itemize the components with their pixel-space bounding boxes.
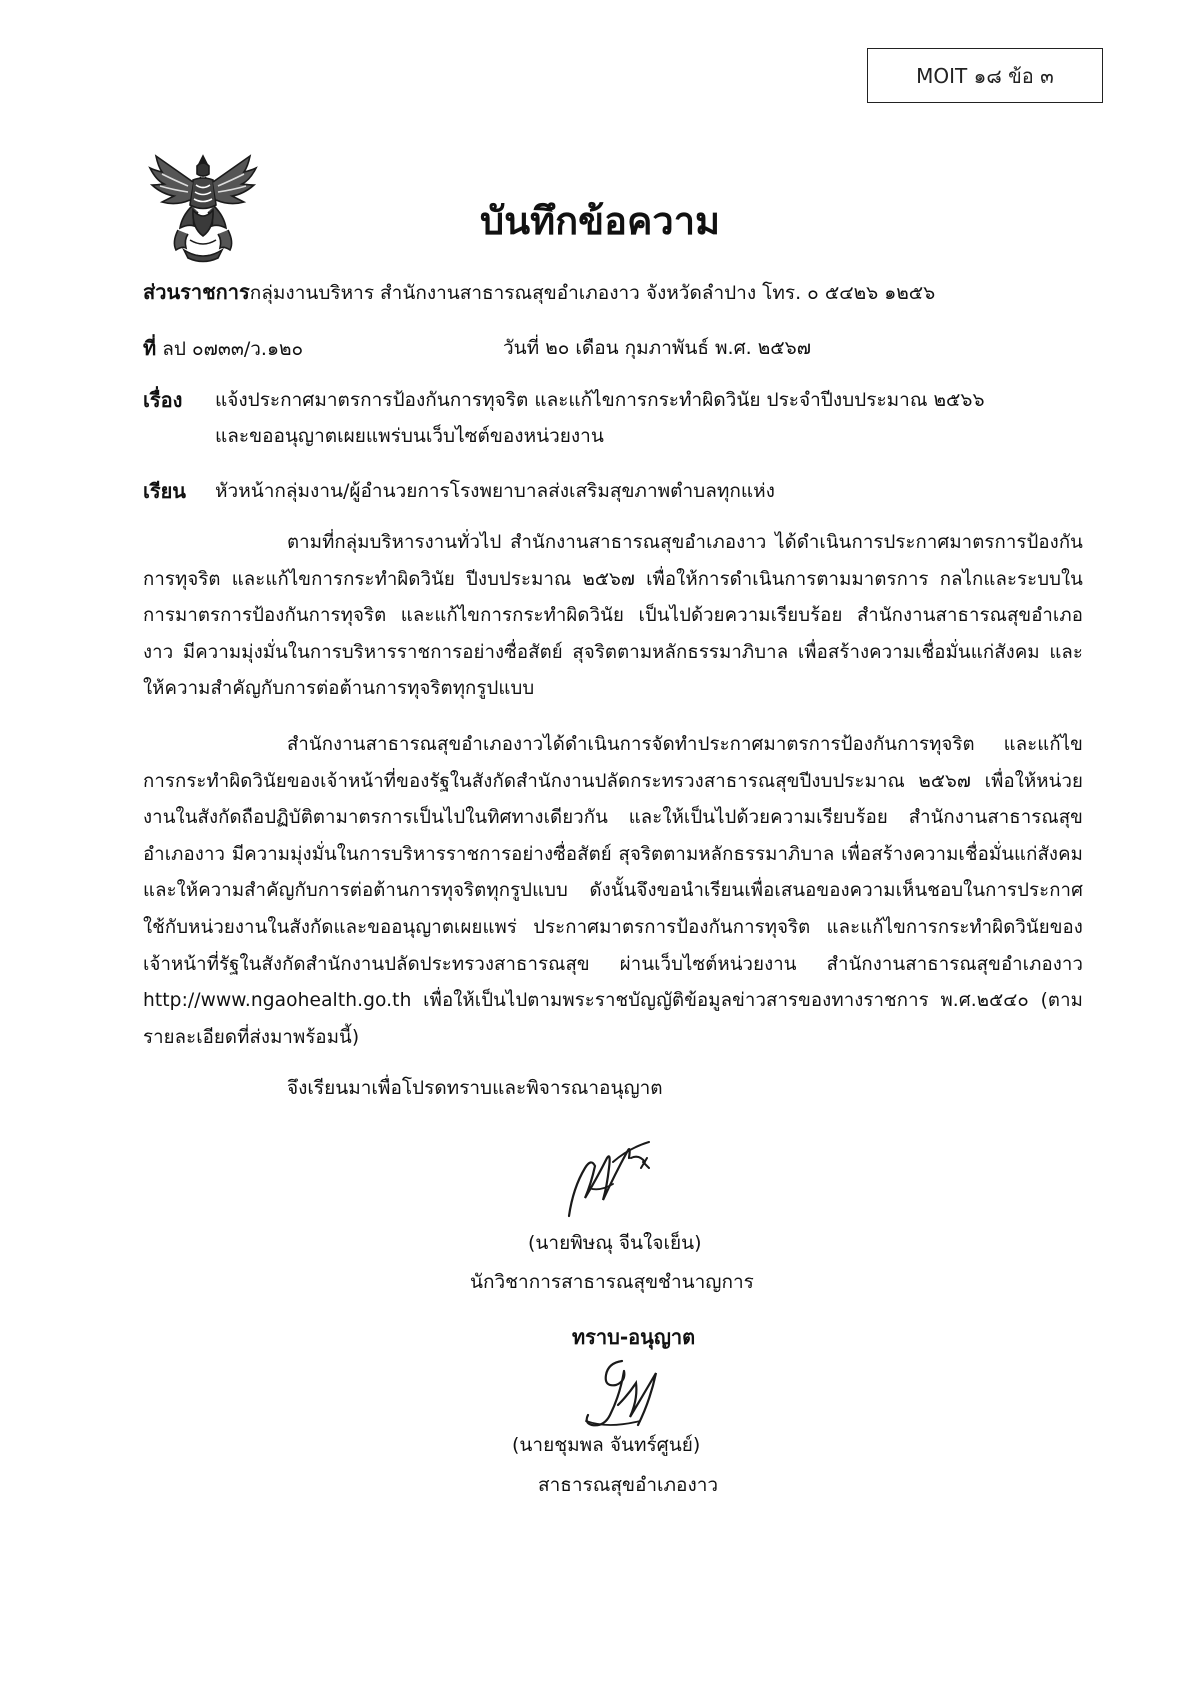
approver-name: (นายชุมพล จันทร์ศูนย์) xyxy=(512,1434,701,1456)
agency-text: กลุ่มงานบริหาร สำนักงานสาธารณสุขอำเภองาว จังหวัดลำปาง โทร. ๐ ๕๔๒๖ ๑๒๕๖ xyxy=(249,282,936,304)
date-line: วันที่ ๒๐ เดือน กุมภาพันธ์ พ.ศ. ๒๕๖๗ xyxy=(503,337,811,359)
approval-label: ทราบ-อนุญาต xyxy=(572,1325,696,1349)
reference-label: ที่ xyxy=(143,336,157,360)
subject-label: เรื่อง xyxy=(143,388,183,412)
reference-number: ลป ๐๗๓๓/ว.๑๒๐ xyxy=(156,338,304,360)
agency-line xyxy=(143,277,935,308)
document-code-box: MOIT ๑๘ ข้อ ๓ xyxy=(867,48,1103,103)
approver-position: สาธารณสุขอำเภองาว xyxy=(538,1474,719,1496)
addressee-text: หัวหน้ากลุ่มงาน/ผู้อำนวยการโรงพยาบาลส่งเสริมสุขภาพตำบลทุกแห่ง xyxy=(215,480,775,502)
body-paragraph-2: สำนักงานสาธารณสุขอำเภองาวได้ดำเนินการจัดทำประกาศมาตรการป้องกันการทุจริต และแก้ไขการกระทำผิดวินัยของเจ้าหน้าที่ของรัฐในสังกัดสำนักงานปลัดกระทรวงสาธารณสุขปีงบประมาณ ๒๕๖๗ เพื่อให้หน่วยงานในสังกัดถือปฏิบัติตามาตรการเป็นไปในทิศทางเดียวกัน และให้เป็นไปด้วยความเรียบร้อย สำนักงานสาธารณสุขอำเภองาว มีความมุ่งมั่นในการบริหารราชการอย่างซื่อสัตย์ สุจริตตามหลักธรรมาภิบาล เพื่อสร้างความเชื่อมั่นแก่สังคม และให้ความสำคัญกับการต่อต้านการทุจริตทุกรูปแบบ ดังนั้นจึงขอนำเรียนเพื่อเสนอของความเห็นชอบในการประกาศใช้กับหน่วยงานในสังกัดและขออนุญาตเผยแพร่ ประกาศมาตรการป้องกันการทุจริต และแก้ไขการกระทำผิดวินัยของเจ้าหน้าที่รัฐในสังกัดสำนักงานปลัดประทรวงสาธารณสุข ผ่านเว็บไซต์หน่วยงาน สำนักงานสาธารณสุขอำเภองาว http://www.ngaohealth.go.th เพื่อให้เป็นไปตามพระราชบัญญัติข้อมูลข่าวสารของทางราชการ พ.ศ.๒๕๔๐ (ตามรายละเอียดที่ส่งมาพร้อมนี้) xyxy=(143,734,1083,1048)
agency-label: ส่วนราชการ xyxy=(143,280,250,304)
signer-position: นักวิชาการสาธารณสุขชำนาญการ xyxy=(470,1271,754,1293)
body-paragraph-1: ตามที่กลุ่มบริหารงานทั่วไป สำนักงานสาธารณสุขอำเภองาว ได้ดำเนินการประกาศมาตรการป้องกันการทุจริต และแก้ไขการกระทำผิดวินัย ปีงบประมาณ ๒๕๖๗ เพื่อให้การดำเนินการตามมาตรการ กลไกและระบบในการมาตรการป้องกันการทุจริต และแก้ไขการกระทำผิดวินัย เป็นไปด้วยความเรียบร้อย สำนักงานสาธารณสุขอำเภองาว มีความมุ่งมั่นในการบริหารราชการอย่างซื่อสัตย์ สุจริตตามหลักธรรมาภิบาล เพื่อสร้างความเชื่อมั่นแก่สังคม และให้ความสำคัญกับการต่อต้านการทุจริตทุกรูปแบบ xyxy=(143,532,1083,700)
memo-title: บันทึกข้อความ xyxy=(480,199,721,243)
garuda-emblem-icon xyxy=(148,150,258,265)
subject-text-line-1: แจ้งประกาศมาตรการป้องกันการทุจริต และแก้ไขการกระทำผิดวินัย ประจำปีงบประมาณ ๒๕๖๖ xyxy=(215,389,985,411)
reference-line xyxy=(143,333,303,364)
addressee-label: เรียน xyxy=(143,479,186,503)
subject-text-line-2: และขออนุญาตเผยแพร่บนเว็บไซต์ของหน่วยงาน xyxy=(215,425,604,447)
approver-signature-image xyxy=(578,1355,668,1440)
closing-sentence: จึงเรียนมาเพื่อโปรดทราบและพิจารณาอนุญาต xyxy=(287,1077,663,1099)
signer-signature-image xyxy=(555,1128,675,1228)
signer-name: (นายพิษณุ จีนใจเย็น) xyxy=(528,1232,702,1254)
